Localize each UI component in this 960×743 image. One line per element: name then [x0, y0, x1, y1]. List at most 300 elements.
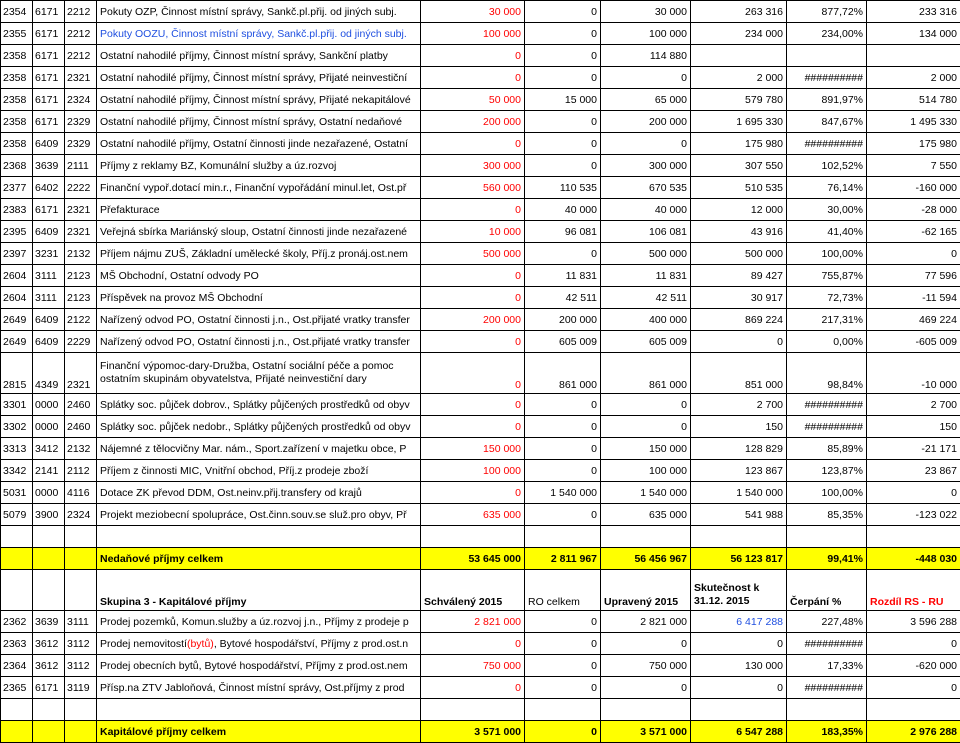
- desc-line: Finanční výpomoc-dary-Družba, Ostatní sociální péče a pomoc: [100, 360, 417, 373]
- table-row: [1, 633, 960, 655]
- cell-actual: 128 829: [691, 438, 787, 460]
- cell-difference: 134 000: [867, 23, 960, 45]
- table-row: [1, 89, 960, 111]
- cell-paragraph: 2604: [1, 287, 33, 309]
- section-header-row: [1, 570, 960, 611]
- cell-description: Nařízený odvod PO, Ostatní činnosti j.n., Ost.přijaté vratky transfer: [97, 309, 421, 331]
- total-adjusted: 3 571 000: [601, 721, 691, 743]
- cell-percent: 102,52%: [787, 155, 867, 177]
- cell-adjusted: 0: [601, 677, 691, 699]
- empty-cell: [33, 548, 65, 570]
- cell-difference: -10 000: [867, 353, 960, 394]
- cell-description: Splátky soc. půjček nedobr., Splátky půjčených prostředků od obyv: [97, 416, 421, 438]
- cell-section: 3900: [33, 504, 65, 526]
- cell-difference: 0: [867, 633, 960, 655]
- cell-adjusted: 750 000: [601, 655, 691, 677]
- cell-section: 6171: [33, 677, 65, 699]
- table-row: [1, 243, 960, 265]
- cell-percent: 100,00%: [787, 243, 867, 265]
- table-row: [1, 1, 960, 23]
- total-label: Nedaňové příjmy celkem: [97, 548, 421, 570]
- cell-actual: 30 917: [691, 287, 787, 309]
- cell-percent: ##########: [787, 677, 867, 699]
- cell-paragraph: 2815: [1, 353, 33, 394]
- total-percent: 99,41%: [787, 548, 867, 570]
- cell-approved: 100 000: [421, 23, 525, 45]
- cell-ro: 0: [525, 394, 601, 416]
- cell-percent: ##########: [787, 133, 867, 155]
- table-row: [1, 45, 960, 67]
- table-row: [1, 221, 960, 243]
- cell-description: Přísp.na ZTV Jabloňová, Činnost místní správy, Ost.příjmy z prod: [97, 677, 421, 699]
- table-row: [1, 155, 960, 177]
- cell-actual: 150: [691, 416, 787, 438]
- cell-adjusted: 30 000: [601, 1, 691, 23]
- cell-percent: 877,72%: [787, 1, 867, 23]
- cell-paragraph: 2355: [1, 23, 33, 45]
- cell-actual: 1 540 000: [691, 482, 787, 504]
- cell-percent: 72,73%: [787, 287, 867, 309]
- cell-percent: 234,00%: [787, 23, 867, 45]
- cell-paragraph: 3342: [1, 460, 33, 482]
- empty-cell: [867, 526, 960, 548]
- cell-ro: 0: [525, 133, 601, 155]
- cell-percent: 100,00%: [787, 482, 867, 504]
- cell-section: 6409: [33, 331, 65, 353]
- cell-approved: 150 000: [421, 438, 525, 460]
- cell-percent: 76,14%: [787, 177, 867, 199]
- cell-section: 6171: [33, 67, 65, 89]
- cell-difference: -620 000: [867, 655, 960, 677]
- cell-section: 0000: [33, 394, 65, 416]
- cell-item: 2132: [65, 438, 97, 460]
- cell-difference: -28 000: [867, 199, 960, 221]
- total-approved: 53 645 000: [421, 548, 525, 570]
- cell-paragraph: 2358: [1, 111, 33, 133]
- cell-approved: 635 000: [421, 504, 525, 526]
- cell-adjusted: 106 081: [601, 221, 691, 243]
- total-approved: 3 571 000: [421, 721, 525, 743]
- table-row: [1, 309, 960, 331]
- cell-item: 2212: [65, 23, 97, 45]
- cell-percent: 85,35%: [787, 504, 867, 526]
- blank-row: [1, 699, 960, 721]
- table-row: [1, 111, 960, 133]
- cell-actual: 1 695 330: [691, 111, 787, 133]
- cell-actual: 43 916: [691, 221, 787, 243]
- cell-adjusted: 200 000: [601, 111, 691, 133]
- cell-adjusted: 0: [601, 394, 691, 416]
- cell-approved: 500 000: [421, 243, 525, 265]
- cell-description: MŠ Obchodní, Ostatní odvody PO: [97, 265, 421, 287]
- cell-approved: 0: [421, 45, 525, 67]
- cell-difference: 3 596 288: [867, 611, 960, 633]
- cell-adjusted: 11 831: [601, 265, 691, 287]
- cell-approved: 0: [421, 633, 525, 655]
- cell-percent: [787, 45, 867, 67]
- cell-description: [97, 633, 421, 655]
- table-row: [1, 67, 960, 89]
- cell-percent: ##########: [787, 67, 867, 89]
- cell-description: Ostatní nahodilé příjmy, Činnost místní správy, Přijaté neinvestiční: [97, 67, 421, 89]
- cell-description: Prodej obecních bytů, Bytové hospodářství, Příjmy z prod.ost.nem: [97, 655, 421, 677]
- cell-section: 3639: [33, 611, 65, 633]
- table-row: [1, 438, 960, 460]
- empty-cell: [1, 570, 33, 611]
- cell-actual: 307 550: [691, 155, 787, 177]
- cell-adjusted: 300 000: [601, 155, 691, 177]
- total-difference: -448 030: [867, 548, 960, 570]
- cell-description: Příjmy z reklamy BZ, Komunální služby a úz.rozvoj: [97, 155, 421, 177]
- table-row: [1, 460, 960, 482]
- cell-section: 0000: [33, 416, 65, 438]
- cell-ro: 0: [525, 1, 601, 23]
- cell-approved: 300 000: [421, 155, 525, 177]
- cell-section: 2141: [33, 460, 65, 482]
- cell-item: 2321: [65, 199, 97, 221]
- cell-section: 6409: [33, 309, 65, 331]
- cell-paragraph: 2368: [1, 155, 33, 177]
- cell-ro: 0: [525, 460, 601, 482]
- cell-section: 6171: [33, 89, 65, 111]
- cell-ro: 0: [525, 416, 601, 438]
- cell-description: Příjem nájmu ZUŠ, Základní umělecké školy, Příj.z pronáj.ost.nem: [97, 243, 421, 265]
- cell-description: Pokuty OOZU, Činnost místní správy, Sankč.pl.přij. od jiných subj.: [97, 23, 421, 45]
- table-row: [1, 482, 960, 504]
- cell-percent: 98,84%: [787, 353, 867, 394]
- cell-section: 6409: [33, 221, 65, 243]
- cell-item: 2321: [65, 67, 97, 89]
- empty-cell: [525, 526, 601, 548]
- cell-approved: 100 000: [421, 460, 525, 482]
- cell-ro: 0: [525, 504, 601, 526]
- cell-adjusted: 0: [601, 67, 691, 89]
- cell-item: 2123: [65, 265, 97, 287]
- cell-difference: -62 165: [867, 221, 960, 243]
- cell-difference: 2 700: [867, 394, 960, 416]
- cell-section: 4349: [33, 353, 65, 394]
- total-ro: 2 811 967: [525, 548, 601, 570]
- cell-percent: ##########: [787, 416, 867, 438]
- table-row: [1, 353, 960, 394]
- cell-difference: -123 022: [867, 504, 960, 526]
- cell-ro: 0: [525, 45, 601, 67]
- cell-approved: 0: [421, 482, 525, 504]
- cell-actual: 175 980: [691, 133, 787, 155]
- cell-approved: 750 000: [421, 655, 525, 677]
- cell-ro: 861 000: [525, 353, 601, 394]
- cell-actual: 2 000: [691, 67, 787, 89]
- cell-paragraph: 2649: [1, 309, 33, 331]
- cell-difference: 0: [867, 677, 960, 699]
- total-row: [1, 548, 960, 570]
- cell-ro: 0: [525, 243, 601, 265]
- table-row: [1, 611, 960, 633]
- desc-highlight: (bytů): [187, 638, 214, 650]
- cell-approved: 0: [421, 331, 525, 353]
- table-row: [1, 133, 960, 155]
- cell-percent: 41,40%: [787, 221, 867, 243]
- cell-approved: 0: [421, 416, 525, 438]
- cell-difference: [867, 45, 960, 67]
- cell-description: Ostatní nahodilé příjmy, Ostatní činnosti jinde nezařazené, Ostatní: [97, 133, 421, 155]
- cell-ro: 40 000: [525, 199, 601, 221]
- cell-section: 3111: [33, 265, 65, 287]
- cell-adjusted: 0: [601, 416, 691, 438]
- empty-cell: [97, 699, 421, 721]
- cell-difference: 23 867: [867, 460, 960, 482]
- cell-description: Finanční vypoř.dotací min.r., Finanční vypořádání minul.let, Ost.př: [97, 177, 421, 199]
- total-ro: 0: [525, 721, 601, 743]
- cell-difference: 7 550: [867, 155, 960, 177]
- table-row: [1, 287, 960, 309]
- cell-item: 2132: [65, 243, 97, 265]
- cell-difference: 150: [867, 416, 960, 438]
- cell-approved: 0: [421, 133, 525, 155]
- empty-cell: [601, 526, 691, 548]
- cell-description: Prodej pozemků, Komun.služby a úz.rozvoj j.n., Příjmy z prodeje p: [97, 611, 421, 633]
- cell-difference: -11 594: [867, 287, 960, 309]
- cell-item: 2324: [65, 89, 97, 111]
- cell-item: 2111: [65, 155, 97, 177]
- cell-item: 2324: [65, 504, 97, 526]
- cell-ro: 0: [525, 611, 601, 633]
- cell-actual: 234 000: [691, 23, 787, 45]
- cell-item: 2212: [65, 1, 97, 23]
- cell-difference: 233 316: [867, 1, 960, 23]
- cell-ro: 605 009: [525, 331, 601, 353]
- cell-percent: 17,33%: [787, 655, 867, 677]
- cell-adjusted: 670 535: [601, 177, 691, 199]
- total-actual: 6 547 288: [691, 721, 787, 743]
- table-row: [1, 23, 960, 45]
- cell-ro: 0: [525, 111, 601, 133]
- cell-difference: 175 980: [867, 133, 960, 155]
- total-row: [1, 721, 960, 743]
- cell-approved: 30 000: [421, 1, 525, 23]
- total-percent: 183,35%: [787, 721, 867, 743]
- cell-item: 4116: [65, 482, 97, 504]
- cell-ro: 0: [525, 67, 601, 89]
- empty-cell: [421, 526, 525, 548]
- cell-description: Ostatní nahodilé příjmy, Činnost místní správy, Sankční platby: [97, 45, 421, 67]
- cell-ro: 11 831: [525, 265, 601, 287]
- empty-cell: [33, 526, 65, 548]
- cell-percent: 30,00%: [787, 199, 867, 221]
- cell-description: Nařízený odvod PO, Ostatní činnosti j.n., Ost.přijaté vratky transfer: [97, 331, 421, 353]
- cell-ro: 0: [525, 677, 601, 699]
- empty-cell: [1, 699, 33, 721]
- table-row: [1, 655, 960, 677]
- cell-paragraph: 2358: [1, 45, 33, 67]
- cell-approved: 0: [421, 353, 525, 394]
- desc-line: ostatním skupinám obyvatelstva, Přijaté neinvestiční dary: [100, 373, 417, 386]
- cell-actual: 500 000: [691, 243, 787, 265]
- cell-percent: ##########: [787, 394, 867, 416]
- cell-item: 2321: [65, 353, 97, 394]
- cell-actual: 130 000: [691, 655, 787, 677]
- cell-item: 2460: [65, 416, 97, 438]
- cell-description: Ostatní nahodilé příjmy, Činnost místní správy, Přijaté nekapitálové: [97, 89, 421, 111]
- cell-percent: 891,97%: [787, 89, 867, 111]
- cell-approved: 0: [421, 677, 525, 699]
- cell-approved: 10 000: [421, 221, 525, 243]
- cell-ro: 42 511: [525, 287, 601, 309]
- cell-actual: 12 000: [691, 199, 787, 221]
- empty-cell: [33, 570, 65, 611]
- empty-cell: [421, 699, 525, 721]
- cell-item: 2212: [65, 45, 97, 67]
- cell-section: 3612: [33, 655, 65, 677]
- cell-section: 3111: [33, 287, 65, 309]
- desc-text: Prodej nemovitostí: [100, 638, 187, 650]
- header-actual: [691, 570, 787, 611]
- cell-adjusted: 100 000: [601, 23, 691, 45]
- desc-text: , Bytové hospodářství, Příjmy z prod.ost.n: [214, 638, 408, 650]
- cell-item: 3111: [65, 611, 97, 633]
- cell-adjusted: 150 000: [601, 438, 691, 460]
- cell-percent: 0,00%: [787, 331, 867, 353]
- cell-paragraph: 2364: [1, 655, 33, 677]
- cell-description: Přefakturace: [97, 199, 421, 221]
- cell-adjusted: 605 009: [601, 331, 691, 353]
- total-actual: 56 123 817: [691, 548, 787, 570]
- cell-paragraph: 2358: [1, 67, 33, 89]
- cell-paragraph: 2358: [1, 89, 33, 111]
- empty-cell: [65, 548, 97, 570]
- cell-percent: 755,87%: [787, 265, 867, 287]
- cell-ro: 110 535: [525, 177, 601, 199]
- cell-actual: 263 316: [691, 1, 787, 23]
- empty-cell: [1, 721, 33, 743]
- cell-paragraph: 2365: [1, 677, 33, 699]
- cell-paragraph: 2358: [1, 133, 33, 155]
- cell-description: Dotace ZK převod DDM, Ost.neinv.přij.transfery od krajů: [97, 482, 421, 504]
- empty-cell: [1, 526, 33, 548]
- cell-adjusted: 100 000: [601, 460, 691, 482]
- table-row: [1, 394, 960, 416]
- cell-adjusted: 0: [601, 633, 691, 655]
- cell-difference: 77 596: [867, 265, 960, 287]
- cell-description: Příjem z činnosti MIC, Vnitřní obchod, Příj.z prodeje zboží: [97, 460, 421, 482]
- cell-difference: 2 000: [867, 67, 960, 89]
- header-approved: Schválený 2015: [421, 570, 525, 611]
- cell-section: 6171: [33, 111, 65, 133]
- cell-difference: 0: [867, 243, 960, 265]
- cell-section: 3639: [33, 155, 65, 177]
- cell-adjusted: 400 000: [601, 309, 691, 331]
- cell-section: 3231: [33, 243, 65, 265]
- header-percent: Čerpání %: [787, 570, 867, 611]
- table-row: [1, 416, 960, 438]
- table-row: [1, 677, 960, 699]
- total-adjusted: 56 456 967: [601, 548, 691, 570]
- cell-description: Ostatní nahodilé příjmy, Činnost místní správy, Ostatní nedaňové: [97, 111, 421, 133]
- cell-paragraph: 2604: [1, 265, 33, 287]
- total-difference: 2 976 288: [867, 721, 960, 743]
- cell-adjusted: 500 000: [601, 243, 691, 265]
- cell-item: 2122: [65, 309, 97, 331]
- cell-actual: 123 867: [691, 460, 787, 482]
- empty-cell: [97, 526, 421, 548]
- cell-actual: 6 417 288: [691, 611, 787, 633]
- cell-section: 0000: [33, 482, 65, 504]
- cell-section: 6171: [33, 45, 65, 67]
- cell-paragraph: 2363: [1, 633, 33, 655]
- empty-cell: [33, 699, 65, 721]
- cell-difference: 469 224: [867, 309, 960, 331]
- header-difference: Rozdíl RS - RU: [867, 570, 960, 611]
- empty-cell: [691, 699, 787, 721]
- cell-description: Příspěvek na provoz MŠ Obchodní: [97, 287, 421, 309]
- empty-cell: [867, 699, 960, 721]
- cell-adjusted: 42 511: [601, 287, 691, 309]
- cell-paragraph: 2649: [1, 331, 33, 353]
- cell-paragraph: 2377: [1, 177, 33, 199]
- cell-section: 6402: [33, 177, 65, 199]
- cell-approved: 200 000: [421, 111, 525, 133]
- empty-cell: [787, 526, 867, 548]
- cell-section: 6171: [33, 199, 65, 221]
- cell-ro: 0: [525, 438, 601, 460]
- cell-approved: 50 000: [421, 89, 525, 111]
- cell-actual: 851 000: [691, 353, 787, 394]
- cell-approved: 200 000: [421, 309, 525, 331]
- cell-item: 2112: [65, 460, 97, 482]
- cell-approved: 0: [421, 199, 525, 221]
- cell-actual: 541 988: [691, 504, 787, 526]
- cell-actual: 0: [691, 633, 787, 655]
- cell-item: 3112: [65, 655, 97, 677]
- cell-actual: 2 700: [691, 394, 787, 416]
- header-adjusted: Upravený 2015: [601, 570, 691, 611]
- cell-actual: 869 224: [691, 309, 787, 331]
- cell-section: 6171: [33, 23, 65, 45]
- empty-cell: [65, 699, 97, 721]
- table-row: [1, 177, 960, 199]
- cell-ro: 0: [525, 633, 601, 655]
- cell-paragraph: 5079: [1, 504, 33, 526]
- cell-item: 3119: [65, 677, 97, 699]
- cell-actual: 89 427: [691, 265, 787, 287]
- cell-item: 3112: [65, 633, 97, 655]
- cell-actual: 0: [691, 677, 787, 699]
- cell-actual: 0: [691, 331, 787, 353]
- cell-percent: 847,67%: [787, 111, 867, 133]
- cell-percent: 85,89%: [787, 438, 867, 460]
- cell-description: Splátky soc. půjček dobrov., Splátky půjčených prostředků od obyv: [97, 394, 421, 416]
- cell-difference: -605 009: [867, 331, 960, 353]
- header-line: 31.12. 2015: [694, 595, 783, 608]
- cell-approved: 0: [421, 67, 525, 89]
- cell-difference: 514 780: [867, 89, 960, 111]
- cell-description: Projekt meziobecní spolupráce, Ost.činn.souv.se služ.pro obyv, Př: [97, 504, 421, 526]
- cell-item: 2123: [65, 287, 97, 309]
- cell-adjusted: 2 821 000: [601, 611, 691, 633]
- empty-cell: [65, 526, 97, 548]
- cell-paragraph: 5031: [1, 482, 33, 504]
- cell-actual: 579 780: [691, 89, 787, 111]
- cell-description: Veřejná sbírka Mariánský sloup, Ostatní činnosti jinde nezařazené: [97, 221, 421, 243]
- cell-section: 3412: [33, 438, 65, 460]
- cell-percent: 227,48%: [787, 611, 867, 633]
- header-line: Skutečnost k: [694, 582, 783, 595]
- cell-description: Nájemné z tělocvičny Mar. nám., Sport.zařízení v majetku obce, P: [97, 438, 421, 460]
- cell-difference: 0: [867, 482, 960, 504]
- empty-cell: [601, 699, 691, 721]
- empty-cell: [691, 526, 787, 548]
- cell-paragraph: 3301: [1, 394, 33, 416]
